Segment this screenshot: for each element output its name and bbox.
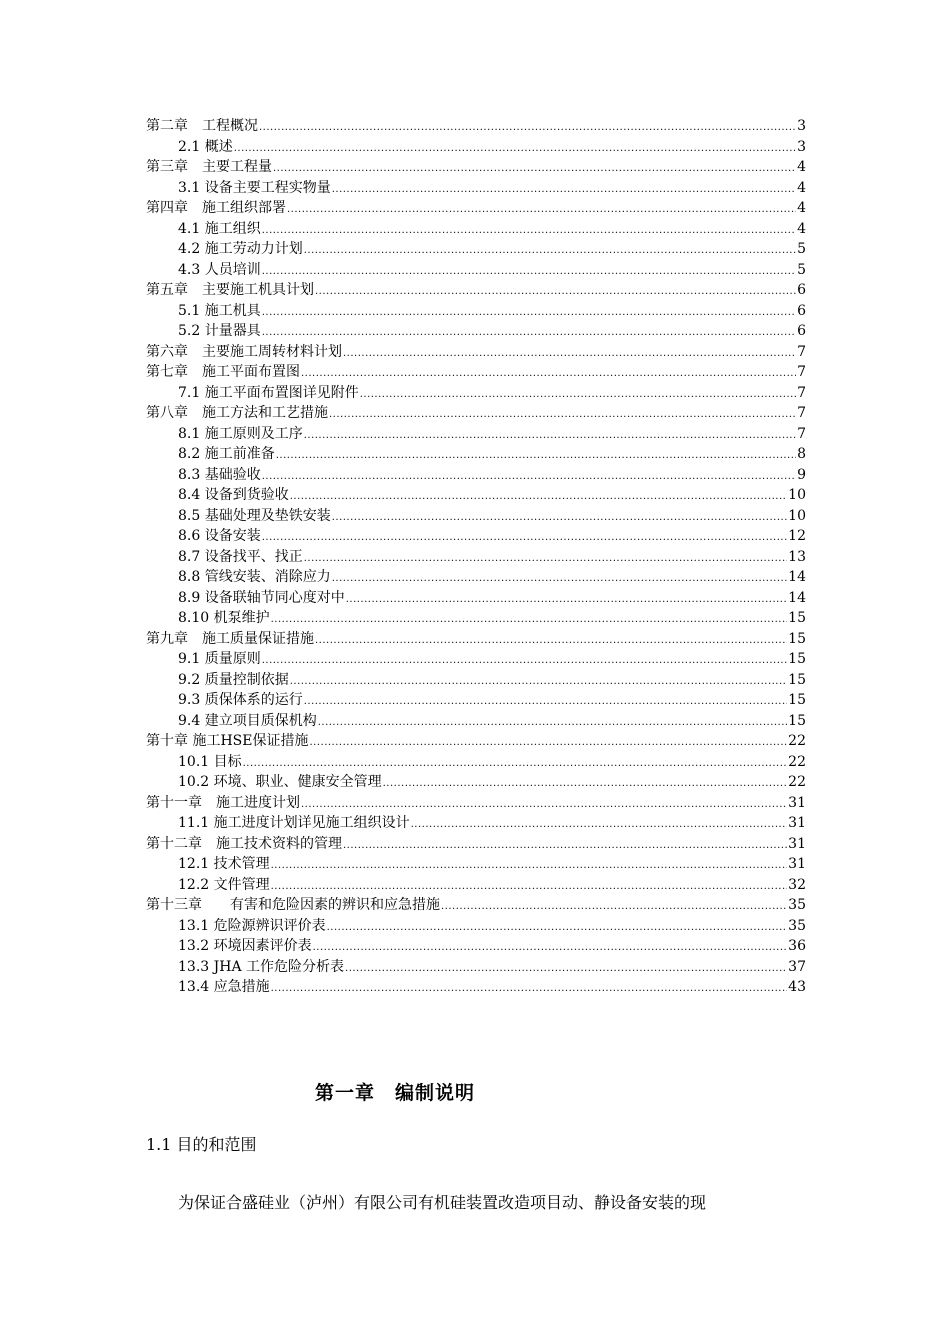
toc-leader-dots (304, 549, 787, 570)
toc-entry[interactable] (146, 465, 806, 486)
toc-entry[interactable] (146, 383, 806, 404)
toc-entry-page: 22 (788, 774, 806, 790)
toc-entry[interactable] (146, 157, 806, 178)
toc-entry-title: 第十三章 有害和危险因素的辨识和应急措施 (146, 897, 440, 913)
toc-leader-dots (329, 405, 796, 426)
toc-entry[interactable] (146, 526, 806, 547)
toc-entry-title: 8.9 设备联轴节同心度对中 (178, 589, 345, 606)
toc-entry-page: 35 (788, 897, 806, 913)
toc-entry[interactable] (146, 793, 806, 814)
toc-entry-page: 3 (797, 138, 806, 155)
toc-leader-dots (343, 836, 787, 857)
toc-leader-dots (271, 610, 788, 631)
toc-entry-title: 13.2 环境因素评价表 (178, 938, 312, 954)
toc-leader-dots (301, 795, 787, 816)
toc-entry[interactable] (146, 936, 806, 957)
chapter-heading: 第一章 编制说明 (314, 1082, 475, 1104)
toc-entry-page: 7 (797, 364, 806, 380)
toc-entry[interactable] (146, 219, 806, 240)
toc-entry-page: 14 (788, 589, 806, 606)
toc-entry[interactable] (146, 957, 806, 978)
toc-entry-title: 8.10 机泵维护 (178, 610, 270, 626)
toc-entry-page: 4 (797, 179, 806, 196)
toc-entry-page: 13 (788, 548, 806, 565)
toc-leader-dots (332, 569, 787, 590)
toc-entry[interactable] (146, 239, 806, 260)
toc-leader-dots (411, 815, 788, 836)
toc-leader-dots (441, 897, 787, 918)
toc-entry-page: 43 (788, 979, 806, 995)
toc-entry[interactable] (146, 895, 806, 916)
toc-entry-page: 15 (788, 630, 806, 647)
toc-entry-title: 第七章 施工平面布置图 (146, 364, 300, 380)
toc-entry-page: 31 (788, 815, 806, 831)
toc-entry-title: 9.2 质量控制依据 (178, 671, 289, 688)
toc-leader-dots (309, 733, 787, 754)
toc-entry-title: 8.4 设备到货验收 (178, 487, 289, 503)
toc-entry[interactable] (146, 875, 806, 896)
toc-entry-title: 4.2 施工劳动力计划 (178, 241, 303, 257)
toc-leader-dots (327, 918, 788, 939)
toc-entry-title: 10.1 目标 (178, 753, 242, 770)
toc-entry[interactable] (146, 731, 806, 752)
toc-entry-page: 4 (797, 220, 806, 237)
toc-entry-title: 第九章 施工质量保证措施 (146, 630, 314, 647)
toc-entry[interactable] (146, 588, 806, 609)
toc-entry-title: 12.2 文件管理 (178, 876, 270, 893)
toc-entry[interactable] (146, 813, 806, 834)
toc-entry-page: 6 (797, 323, 806, 339)
toc-entry-title: 5.2 计量器具 (178, 323, 261, 339)
toc-entry-title: 8.1 施工原则及工序 (178, 425, 303, 442)
toc-entry-page: 3 (797, 118, 806, 134)
toc-entry[interactable] (146, 854, 806, 875)
toc-leader-dots (276, 446, 796, 467)
toc-entry[interactable] (146, 198, 806, 219)
toc-entry-page: 6 (797, 302, 806, 319)
toc-entry-page: 5 (797, 241, 806, 257)
toc-entry-title: 9.3 质保体系的运行 (178, 692, 303, 708)
toc-entry-page: 4 (797, 159, 806, 175)
toc-entry-page: 5 (797, 261, 806, 278)
toc-entry-page: 15 (788, 712, 806, 729)
toc-entry-page: 15 (788, 692, 806, 708)
toc-leader-dots (262, 467, 796, 488)
toc-leader-dots (332, 180, 796, 201)
toc-leader-dots (262, 221, 796, 242)
toc-entry[interactable] (146, 362, 806, 383)
toc-entry-page: 10 (788, 487, 806, 503)
toc-entry[interactable] (146, 485, 806, 506)
toc-entry-title: 第五章 主要施工机具计划 (146, 282, 314, 298)
toc-entry[interactable] (146, 260, 806, 281)
toc-entry-page: 31 (788, 794, 806, 811)
toc-entry-title: 13.3 JHA 工作危险分析表 (178, 958, 345, 975)
toc-entry[interactable] (146, 608, 806, 629)
toc-leader-dots (290, 672, 787, 693)
toc-leader-dots (243, 754, 788, 775)
toc-entry-page: 32 (788, 876, 806, 893)
toc-leader-dots (259, 118, 796, 139)
toc-leader-dots (287, 200, 796, 221)
toc-leader-dots (313, 938, 788, 959)
toc-entry-title: 8.8 管线安装、消除应力 (178, 569, 331, 585)
toc-entry[interactable] (146, 670, 806, 691)
toc-entry[interactable] (146, 280, 806, 301)
toc-entry-title: 第十二章 施工技术资料的管理 (146, 835, 342, 852)
toc-entry[interactable] (146, 403, 806, 424)
toc-entry-page: 14 (788, 569, 806, 585)
toc-entry-title: 11.1 施工进度计划详见施工组织设计 (178, 815, 410, 831)
toc-entry-page: 9 (797, 466, 806, 483)
toc-entry[interactable] (146, 424, 806, 445)
toc-entry-page: 22 (788, 733, 806, 749)
toc-entry[interactable] (146, 547, 806, 568)
toc-entry-title: 8.3 基础验收 (178, 466, 261, 483)
toc-entry-title: 第四章 施工组织部署 (146, 200, 286, 216)
toc-entry-page: 10 (788, 507, 806, 524)
toc-entry-title: 2.1 概述 (178, 138, 233, 155)
toc-entry-page: 7 (797, 343, 806, 360)
toc-entry[interactable] (146, 321, 806, 342)
toc-entry[interactable] (146, 137, 806, 158)
toc-entry-title: 5.1 施工机具 (178, 302, 261, 319)
toc-entry-title: 第八章 施工方法和工艺措施 (146, 405, 328, 421)
toc-entry[interactable] (146, 116, 806, 137)
toc-entry-page: 15 (788, 671, 806, 688)
toc-entry-title: 13.1 危险源辨识评价表 (178, 917, 326, 934)
toc-entry-title: 3.1 设备主要工程实物量 (178, 179, 331, 196)
toc-entry-page: 35 (788, 917, 806, 934)
toc-entry-title: 8.5 基础处理及垫铁安装 (178, 507, 331, 524)
toc-leader-dots (262, 323, 796, 344)
toc-entry[interactable] (146, 301, 806, 322)
toc-entry-title: 13.4 应急措施 (178, 979, 270, 995)
body-paragraph: 为保证合盛硅业（泸州）有限公司有机硅装置改造项目动、静设备安装的现 (178, 1193, 707, 1212)
toc-entry-page: 15 (788, 651, 806, 667)
toc-leader-dots (262, 528, 787, 549)
toc-entry-title: 第十一章 施工进度计划 (146, 794, 300, 811)
toc-entry-title: 8.7 设备找平、找正 (178, 548, 303, 565)
toc-entry[interactable] (146, 178, 806, 199)
toc-entry-title: 第十章 施工HSE保证措施 (146, 733, 309, 749)
toc-leader-dots (346, 590, 787, 611)
toc-entry[interactable] (146, 629, 806, 650)
toc-entry[interactable] (146, 772, 806, 793)
toc-entry-page: 31 (788, 835, 806, 852)
table-of-contents (146, 116, 806, 998)
toc-entry[interactable] (146, 977, 806, 998)
toc-leader-dots (315, 282, 796, 303)
toc-entry-title: 7.1 施工平面布置图详见附件 (178, 384, 359, 401)
toc-entry[interactable] (146, 916, 806, 937)
toc-entry-title: 12.1 技术管理 (178, 856, 270, 872)
toc-entry-page: 7 (797, 384, 806, 401)
toc-entry-page: 31 (788, 856, 806, 872)
toc-entry[interactable] (146, 342, 806, 363)
toc-leader-dots (262, 303, 796, 324)
toc-leader-dots (271, 979, 788, 1000)
toc-entry-page: 7 (797, 405, 806, 421)
toc-leader-dots (304, 692, 787, 713)
toc-entry-title: 4.3 人员培训 (178, 261, 261, 278)
toc-entry-page: 8 (797, 446, 806, 462)
toc-leader-dots (343, 344, 796, 365)
toc-leader-dots (304, 241, 796, 262)
toc-leader-dots (315, 631, 787, 652)
toc-entry[interactable] (146, 649, 806, 670)
toc-entry-title: 9.4 建立项目质保机构 (178, 712, 317, 729)
toc-leader-dots (304, 426, 796, 447)
toc-entry-title: 第六章 主要施工周转材料计划 (146, 343, 342, 360)
toc-entry-page: 6 (797, 282, 806, 298)
toc-leader-dots (318, 713, 787, 734)
toc-entry[interactable] (146, 690, 806, 711)
toc-entry[interactable] (146, 711, 806, 732)
toc-leader-dots (271, 877, 788, 898)
toc-leader-dots (345, 959, 787, 980)
toc-leader-dots (332, 508, 787, 529)
toc-leader-dots (271, 856, 788, 877)
toc-entry-title: 第三章 主要工程量 (146, 159, 272, 175)
toc-entry-page: 37 (788, 958, 806, 975)
toc-entry-title: 10.2 环境、职业、健康安全管理 (178, 774, 382, 790)
toc-leader-dots (262, 651, 787, 672)
toc-entry[interactable] (146, 752, 806, 773)
toc-entry-title: 第二章 工程概况 (146, 118, 258, 134)
toc-leader-dots (262, 262, 796, 283)
toc-leader-dots (383, 774, 788, 795)
toc-entry[interactable] (146, 506, 806, 527)
section-heading: 1.1 目的和范围 (146, 1135, 257, 1154)
toc-entry-title: 4.1 施工组织 (178, 220, 261, 237)
toc-leader-dots (290, 487, 787, 508)
toc-entry-title: 9.1 质量原则 (178, 651, 261, 667)
toc-leader-dots (360, 385, 796, 406)
toc-entry[interactable] (146, 444, 806, 465)
toc-entry-page: 22 (788, 753, 806, 770)
toc-entry-page: 36 (788, 938, 806, 954)
toc-entry-page: 4 (797, 200, 806, 216)
toc-entry-title: 8.2 施工前准备 (178, 446, 275, 462)
toc-leader-dots (234, 139, 796, 160)
toc-entry-title: 8.6 设备安装 (178, 528, 261, 544)
toc-entry-page: 12 (788, 528, 806, 544)
toc-entry[interactable] (146, 567, 806, 588)
toc-leader-dots (273, 159, 796, 180)
toc-entry-page: 7 (797, 425, 806, 442)
toc-leader-dots (301, 364, 796, 385)
toc-entry[interactable] (146, 834, 806, 855)
toc-entry-page: 15 (788, 610, 806, 626)
